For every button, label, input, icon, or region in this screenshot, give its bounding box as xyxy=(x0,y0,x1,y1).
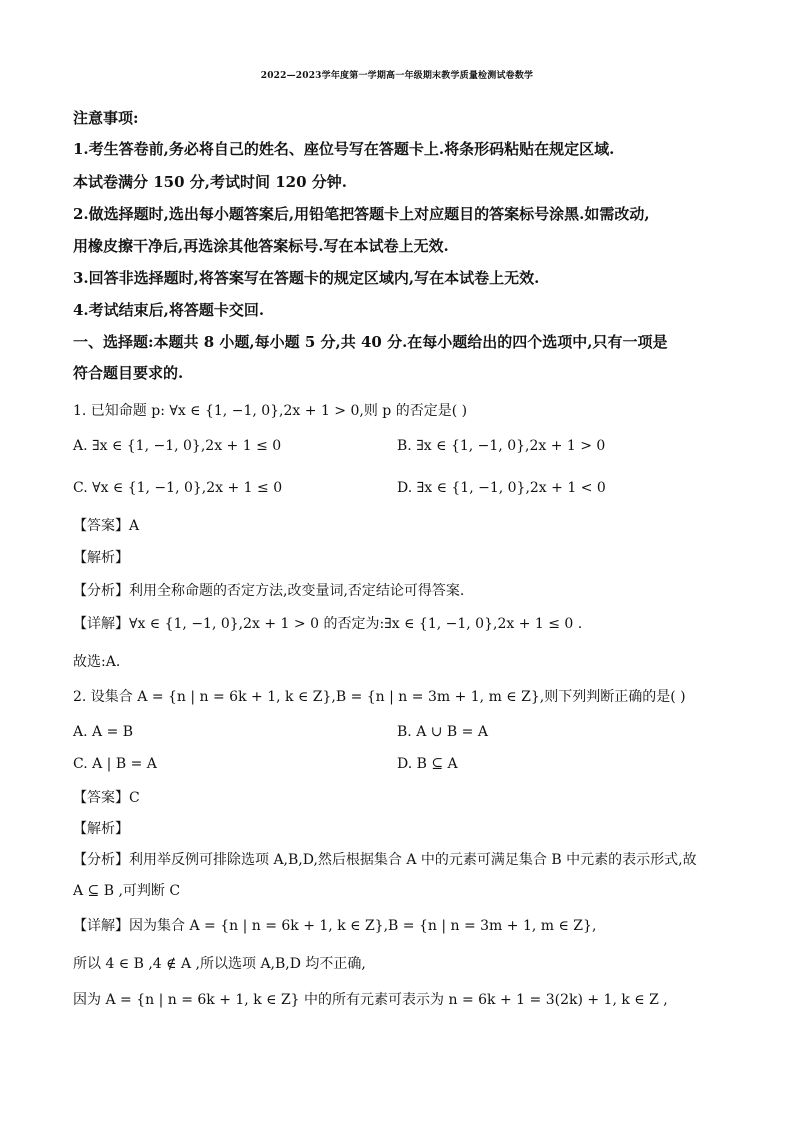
question-1-option-d: D. ∃x ∈ {1, −1, 0},2x + 1 < 0 xyxy=(397,480,606,496)
question-2-fenxi-line-1: 【分析】利用举反例可排除选项 A,B,D,然后根据集合 A 中的元素可满足集合 B 中元素的表示形式,故 xyxy=(73,852,697,868)
question-2-detail-line-1: 【详解】因为集合 A = {n | n = 6k + 1, k ∈ Z},B = {n | n = 3m + 1, m ∈ Z}, xyxy=(73,918,597,934)
section-heading-line-1: 一、选择题:本题共 8 小题,每小题 5 分,共 40 分.在每小题给出的四个选项中,只有一项是 xyxy=(73,333,668,351)
question-1-option-a: A. ∃x ∈ {1, −1, 0},2x + 1 ≤ 0 xyxy=(73,438,282,454)
question-2-fenxi-line-2: A ⊆ B ,可判断 C xyxy=(73,883,181,899)
notice-line-3b: 用橡皮擦干净后,再选涂其他答案标号.写在本试卷上无效. xyxy=(73,237,449,255)
question-1-stem: 1. 已知命题 p: ∀x ∈ {1, −1, 0},2x + 1 > 0,则 p 的否定是( ) xyxy=(73,403,468,419)
question-1-analysis-tag: 【解析】 xyxy=(73,550,129,566)
question-1-fenxi: 【分析】利用全称命题的否定方法,改变量词,否定结论可得答案. xyxy=(73,583,465,599)
notice-line-5: 4.考试结束后,将答题卡交回. xyxy=(73,301,265,319)
question-1-option-b: B. ∃x ∈ {1, −1, 0},2x + 1 > 0 xyxy=(397,438,606,454)
question-2-stem: 2. 设集合 A = {n | n = 6k + 1, k ∈ Z},B = {n | n = 3m + 1, m ∈ Z},则下列判断正确的是( ) xyxy=(73,689,686,705)
section-heading-line-2: 符合题目要求的. xyxy=(73,364,184,382)
page-title: 2022—2023学年度第一学期高一年级期末教学质量检测试卷数学 xyxy=(260,71,534,81)
question-2-option-a: A. A = B xyxy=(73,724,134,740)
notice-heading: 注意事项: xyxy=(73,109,139,127)
notice-line-4: 3.回答非选择题时,将答案写在答题卡的规定区域内,写在本试卷上无效. xyxy=(73,269,540,287)
question-2-option-b: B. A ∪ B = A xyxy=(397,724,488,740)
question-1-answer: 【答案】A xyxy=(73,518,140,534)
question-1-detail: 【详解】∀x ∈ {1, −1, 0},2x + 1 > 0 的否定为:∃x ∈ {1, −1, 0},2x + 1 ≤ 0 . xyxy=(73,616,583,632)
question-2-detail-line-3: 因为 A = {n | n = 6k + 1, k ∈ Z} 中的所有元素可表示为 n = 6k + 1 = 3(2k) + 1, k ∈ Z , xyxy=(73,992,668,1008)
question-1-choose: 故选:A. xyxy=(73,654,121,670)
notice-line-3a: 2.做选择题时,选出每小题答案后,用铅笔把答题卡上对应题目的答案标号涂黑.如需改动, xyxy=(73,205,650,223)
question-2-option-c: C. A | B = A xyxy=(73,756,157,772)
question-2-option-d: D. B ⊆ A xyxy=(397,756,458,772)
question-2-answer: 【答案】C xyxy=(73,790,140,806)
question-2-detail-line-2: 所以 4 ∈ B ,4 ∉ A ,所以选项 A,B,D 均不正确, xyxy=(73,956,366,972)
question-1-option-c: C. ∀x ∈ {1, −1, 0},2x + 1 ≤ 0 xyxy=(73,480,283,496)
notice-line-2: 本试卷满分 150 分,考试时间 120 分钟. xyxy=(73,173,347,191)
notice-line-1: 1.考生答卷前,务必将自己的姓名、座位号写在答题卡上.将条形码粘贴在规定区域. xyxy=(73,140,615,158)
question-2-analysis-tag: 【解析】 xyxy=(73,821,129,837)
